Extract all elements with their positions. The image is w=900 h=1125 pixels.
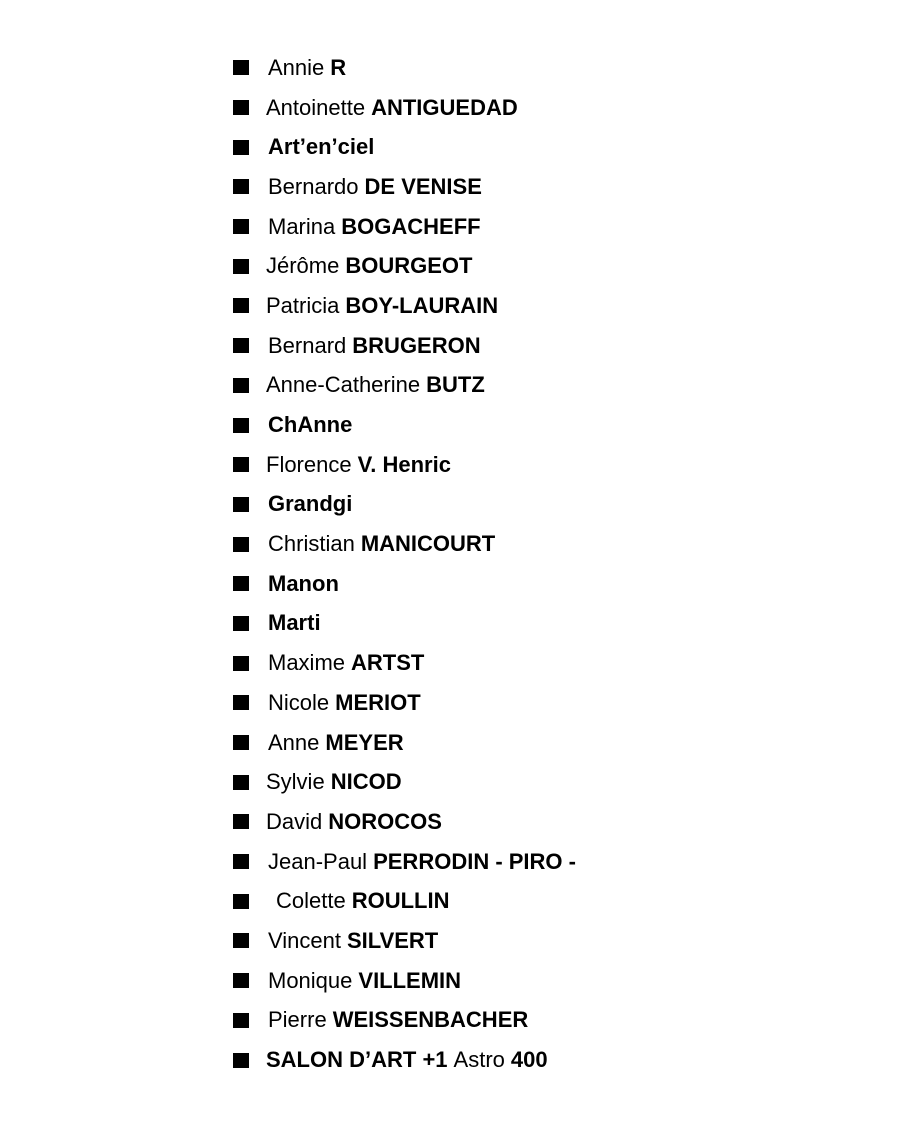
list-item [233, 881, 576, 921]
square-bullet-icon [233, 695, 249, 710]
list-item [233, 366, 576, 406]
square-bullet-icon [233, 775, 249, 790]
list-item [233, 88, 576, 128]
last-name: PERRODIN - PIRO - [373, 848, 576, 874]
square-bullet-icon [233, 1053, 249, 1068]
last-name: Grandgi [268, 491, 353, 517]
last-name: Marti [268, 610, 321, 636]
last-name: BUTZ [426, 372, 485, 398]
salon-label: SALON D’ART +1 [266, 1047, 448, 1073]
first-name: Maxime [268, 650, 346, 676]
square-bullet-icon [233, 933, 249, 948]
square-bullet-icon [233, 140, 249, 155]
list-item [233, 48, 576, 88]
first-name: Colette [276, 888, 346, 914]
last-name: DE VENISE [364, 173, 482, 199]
first-name: Vincent [268, 927, 341, 953]
first-name: Pierre [268, 1007, 327, 1033]
last-name: NOROCOS [328, 808, 442, 834]
last-name: Manon [268, 570, 339, 596]
square-bullet-icon [233, 219, 249, 234]
list-item [233, 1001, 576, 1041]
list-item [233, 604, 576, 644]
first-name: Monique [268, 967, 353, 993]
first-name: Bernard [268, 332, 347, 358]
square-bullet-icon [233, 735, 249, 750]
square-bullet-icon [233, 457, 249, 472]
square-bullet-icon [233, 378, 249, 393]
last-name: BRUGERON [352, 332, 481, 358]
last-name: ChAnne [268, 412, 353, 438]
first-name: Annie [268, 54, 325, 80]
square-bullet-icon [233, 854, 249, 869]
square-bullet-icon [233, 298, 249, 313]
square-bullet-icon [233, 259, 249, 274]
last-name: MEYER [325, 729, 404, 755]
first-name: Anne-Catherine [266, 372, 421, 398]
list-item [233, 485, 576, 525]
list-item [233, 286, 576, 326]
last-name: Art’en’ciel [268, 134, 375, 160]
salon-number: 400 [510, 1047, 548, 1073]
last-name: R [330, 54, 347, 80]
square-bullet-icon [233, 1013, 249, 1028]
first-name: David [266, 808, 323, 834]
first-name: Sylvie [266, 769, 325, 795]
square-bullet-icon [233, 973, 249, 988]
last-name: V. Henric [357, 451, 451, 477]
list-item [233, 405, 576, 445]
last-name: ROULLIN [351, 888, 450, 914]
square-bullet-icon [233, 576, 249, 591]
last-name: MANICOURT [360, 531, 496, 557]
first-name: Jérôme [266, 253, 340, 279]
list-item [233, 207, 576, 247]
last-name: NICOD [330, 769, 402, 795]
artist-list [233, 48, 576, 1080]
square-bullet-icon [233, 616, 249, 631]
list-item [233, 445, 576, 485]
last-name: BOURGEOT [345, 253, 473, 279]
list-item [233, 762, 576, 802]
first-name: Antoinette [266, 94, 366, 120]
list-item [233, 961, 576, 1001]
first-name: Florence [266, 451, 352, 477]
list-item [233, 326, 576, 366]
square-bullet-icon [233, 497, 249, 512]
square-bullet-icon [233, 60, 249, 75]
last-name: SILVERT [346, 927, 439, 953]
list-item [233, 643, 576, 683]
last-name: BOGACHEFF [341, 213, 481, 239]
first-name: Nicole [268, 689, 330, 715]
list-item [233, 524, 576, 564]
list-item [233, 683, 576, 723]
last-name: ARTST [351, 650, 425, 676]
list-item [233, 921, 576, 961]
last-name: BOY-LAURAIN [345, 292, 499, 318]
first-name: Patricia [266, 292, 340, 318]
first-name: Bernardo [268, 173, 359, 199]
list-item [233, 167, 576, 207]
first-name: Anne [268, 729, 320, 755]
square-bullet-icon [233, 894, 249, 909]
square-bullet-icon [233, 179, 249, 194]
list-item-salon [233, 1040, 576, 1080]
square-bullet-icon [233, 418, 249, 433]
last-name: WEISSENBACHER [332, 1007, 529, 1033]
square-bullet-icon [233, 338, 249, 353]
list-item [233, 127, 576, 167]
last-name: MERIOT [335, 689, 421, 715]
first-name: Marina [268, 213, 336, 239]
square-bullet-icon [233, 537, 249, 552]
last-name: VILLEMIN [358, 967, 462, 993]
list-item [233, 246, 576, 286]
list-item [233, 802, 576, 842]
first-name: Jean-Paul [268, 848, 368, 874]
first-name: Christian [268, 531, 355, 557]
last-name: ANTIGUEDAD [371, 94, 518, 120]
square-bullet-icon [233, 100, 249, 115]
list-item [233, 842, 576, 882]
list-item [233, 564, 576, 604]
salon-astro: Astro [453, 1047, 505, 1073]
square-bullet-icon [233, 814, 249, 829]
list-item [233, 723, 576, 763]
square-bullet-icon [233, 656, 249, 671]
